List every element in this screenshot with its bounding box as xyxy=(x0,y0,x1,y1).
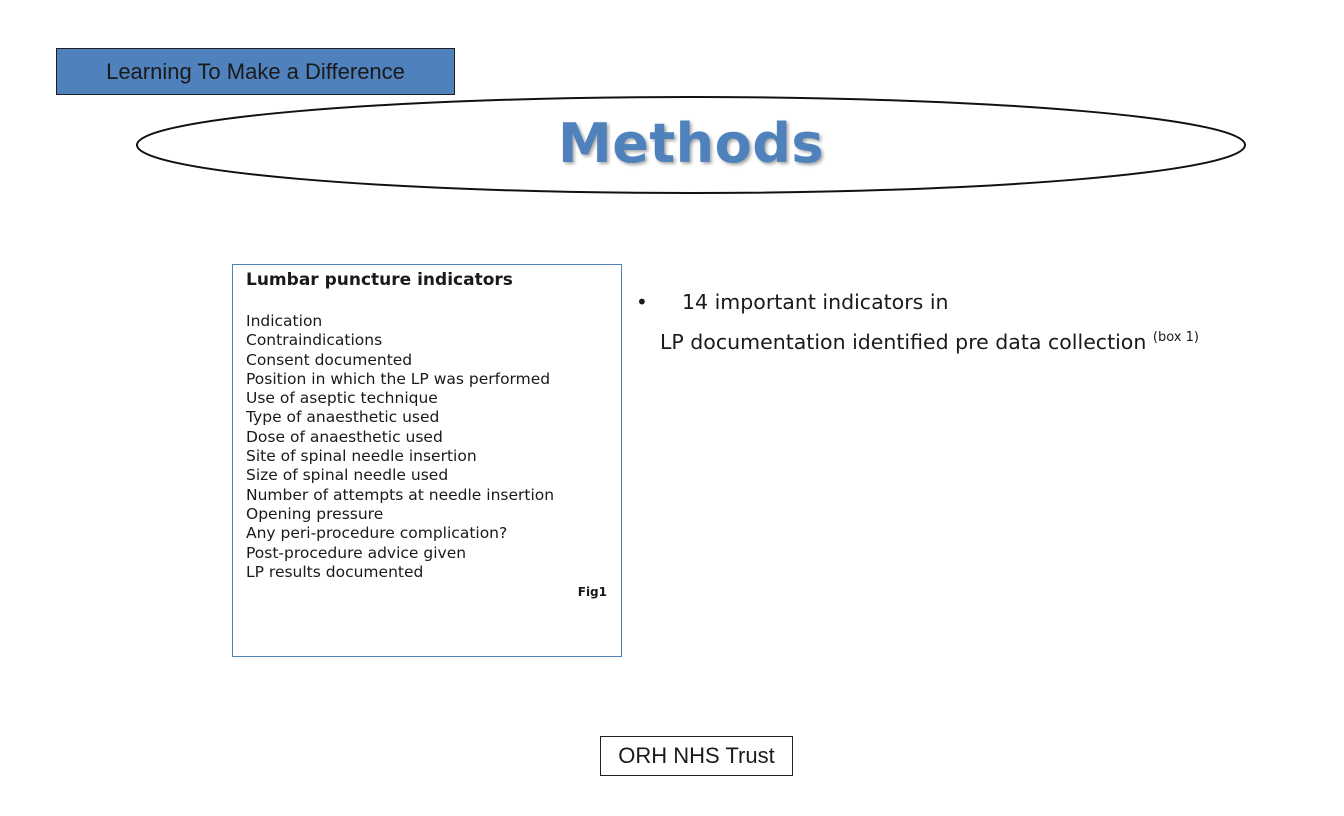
figure-label: Fig1 xyxy=(577,585,607,600)
indicator-item: Type of anaesthetic used xyxy=(246,408,440,427)
indicator-item: Opening pressure xyxy=(246,504,384,523)
indicator-item: Post-procedure advice given xyxy=(246,543,467,562)
banner-text: Learning To Make a Difference xyxy=(106,58,405,84)
indicator-item: Site of spinal needle insertion xyxy=(246,447,477,466)
bullet-line-1 xyxy=(636,290,1296,324)
indicators-heading: Lumbar puncture indicators xyxy=(246,270,513,290)
bullet-text-2: LP documentation identified pre data collection xyxy=(660,330,1147,354)
bullet-icon: • xyxy=(636,290,648,314)
indicators-box xyxy=(232,264,622,657)
indicator-item: LP results documented xyxy=(246,562,424,581)
indicator-item: Consent documented xyxy=(246,350,413,369)
bullet-line-2 xyxy=(636,330,1296,354)
indicator-item: Contraindications xyxy=(246,331,383,350)
indicator-item: Use of aseptic technique xyxy=(246,389,438,408)
indicator-item: Size of spinal needle used xyxy=(246,466,449,485)
indicator-list xyxy=(246,312,609,582)
indicator-item: Any peri-procedure complication? xyxy=(246,524,508,543)
indicator-item: Number of attempts at needle insertion xyxy=(246,485,555,504)
banner-label xyxy=(56,48,455,95)
indicator-item: Indication xyxy=(246,312,323,330)
footer-label xyxy=(600,736,793,776)
bullet-text-1: 14 important indicators in xyxy=(682,290,949,314)
bullet-reference: (box 1) xyxy=(1152,330,1199,346)
page-title: Methods xyxy=(557,111,824,175)
indicator-item: Dose of anaesthetic used xyxy=(246,427,443,446)
title-ellipse xyxy=(134,94,1248,198)
footer-text: ORH NHS Trust xyxy=(618,743,775,768)
indicator-item: Position in which the LP was performed xyxy=(246,369,551,388)
bullet-point xyxy=(636,290,1296,354)
